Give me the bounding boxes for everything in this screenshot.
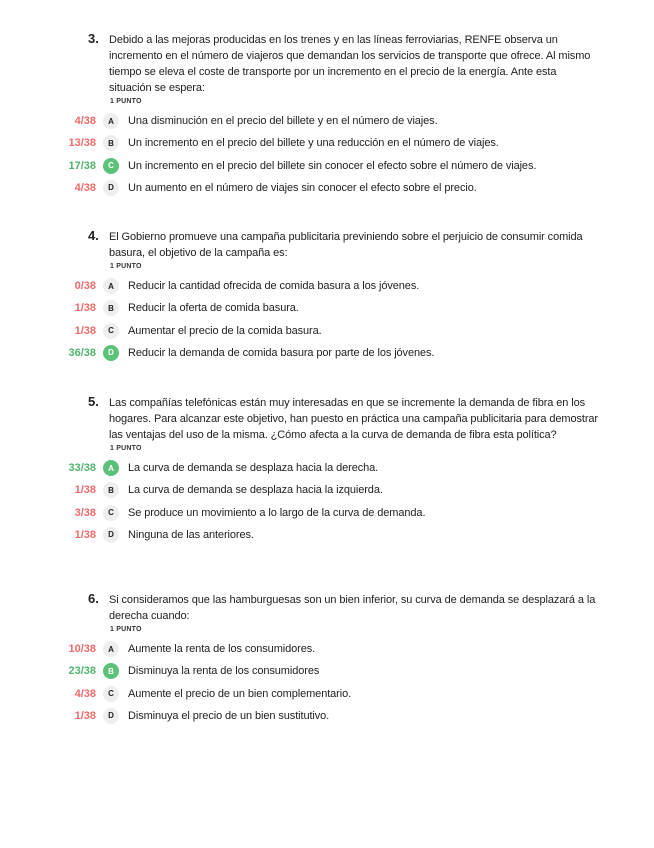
answer-text: Aumente el precio de un bien complementario. [128, 687, 352, 700]
answer-text: La curva de demanda se desplaza hacia la derecha. [128, 462, 379, 474]
answer-stat: 4/38 [74, 115, 96, 127]
answer-stat: 33/38 [68, 462, 96, 474]
answer-option-d[interactable] [0, 178, 654, 200]
answer-text: Aumentar el precio de la comida basura. [128, 324, 322, 337]
question-number: 3. [88, 31, 99, 46]
answer-option-d[interactable] [0, 525, 654, 547]
question-4 [0, 229, 654, 365]
answer-letter-badge: A [103, 113, 119, 129]
answer-stat: 1/38 [74, 709, 96, 722]
question-number: 6. [88, 591, 99, 606]
answer-option-c[interactable] [0, 684, 654, 706]
answer-text: Reducir la oferta de comida basura. [128, 302, 299, 315]
correct-answer-badge: C [103, 158, 119, 174]
answer-text: Una disminución en el precio del billete y en el número de viajes. [128, 115, 438, 127]
answer-option-c[interactable] [0, 156, 654, 178]
answer-option-d[interactable] [0, 706, 654, 728]
answer-stat: 1/38 [74, 324, 96, 337]
answer-letter-badge: D [103, 180, 119, 196]
answer-list [0, 276, 654, 365]
question-number: 4. [88, 228, 99, 243]
question-text: Si consideramos que las hamburguesas son un bien inferior, su curva de demanda se desplazará a la derecha cuando: [109, 594, 596, 622]
question-number: 5. [88, 394, 99, 409]
question-5 [0, 395, 654, 547]
question-points: 1 PUNTO [110, 98, 142, 105]
answer-text: Disminuya el precio de un bien sustitutivo. [128, 709, 330, 722]
answer-stat: 4/38 [74, 687, 96, 700]
answer-letter-badge: C [103, 323, 119, 339]
question-3 [0, 32, 654, 200]
answer-stat: 17/38 [68, 159, 96, 172]
answer-option-b[interactable] [0, 133, 654, 155]
answer-stat: 23/38 [68, 665, 96, 678]
question-points: 1 PUNTO [110, 626, 142, 633]
answer-stat: 4/38 [74, 181, 96, 194]
correct-answer-badge: B [103, 663, 119, 679]
answer-stat: 1/38 [74, 484, 96, 497]
answer-stat: 36/38 [68, 346, 96, 359]
answer-text: Un incremento en el precio del billete sin conocer el efecto sobre el número de viajes. [128, 159, 537, 172]
answer-stat: 13/38 [68, 137, 96, 150]
answer-letter-badge: B [103, 135, 119, 151]
answer-option-b[interactable] [0, 661, 654, 683]
answer-letter-badge: D [103, 708, 119, 724]
correct-answer-badge: D [103, 345, 119, 361]
answer-text: La curva de demanda se desplaza hacia la izquierda. [128, 484, 383, 497]
correct-answer-badge: A [103, 460, 119, 476]
answer-option-c[interactable] [0, 503, 654, 525]
answer-letter-badge: C [103, 505, 119, 521]
answer-option-a[interactable] [0, 458, 654, 480]
question-points: 1 PUNTO [110, 263, 142, 270]
answer-letter-badge: B [103, 300, 119, 316]
answer-text: Un incremento en el precio del billete y una reducción en el número de viajes. [128, 137, 499, 150]
answer-text: Aumente la renta de los consumidores. [128, 643, 316, 655]
question-text: Debido a las mejoras producidas en los trenes y en las líneas ferroviarias, RENFE observa un incremento en el número de viajeros que demandan los servicios de transporte que ofrece. Al mismo tiempo se eleva el coste de transporte por un incremento en el precio de la energía. Ante esta situación se espera: [109, 34, 591, 94]
answer-stat: 3/38 [74, 506, 96, 519]
answer-stat: 10/38 [68, 643, 96, 655]
answer-stat: 1/38 [74, 302, 96, 315]
answer-letter-badge: C [103, 686, 119, 702]
answer-option-a[interactable] [0, 276, 654, 298]
answer-text: Ninguna de las anteriores. [128, 528, 254, 541]
answer-option-d[interactable] [0, 343, 654, 365]
answer-text: Disminuya la renta de los consumidores [128, 665, 320, 678]
answer-option-a[interactable] [0, 639, 654, 661]
question-text: El Gobierno promueve una campaña publicitaria previniendo sobre el perjuicio de consumir comida basura, el objetivo de la campaña es: [109, 231, 583, 259]
answer-option-c[interactable] [0, 321, 654, 343]
answer-letter-badge: A [103, 641, 119, 657]
answer-option-a[interactable] [0, 111, 654, 133]
question-text: Las compañías telefónicas están muy interesadas en que se incremente la demanda de fibra en los hogares. Para alcanzar este objetivo, han puesto en práctica una campaña publicitaria para demostrar las ventajas del uso de la misma. ¿Cómo afecta a la curva de demanda de fibra esta política? [109, 397, 598, 441]
answer-text: Reducir la cantidad ofrecida de comida basura a los jóvenes. [128, 280, 420, 292]
answer-list [0, 458, 654, 547]
answer-option-b[interactable] [0, 480, 654, 502]
answer-letter-badge: D [103, 527, 119, 543]
answer-text: Reducir la demanda de comida basura por parte de los jóvenes. [128, 346, 435, 359]
question-points: 1 PUNTO [110, 445, 142, 452]
answer-letter-badge: A [103, 278, 119, 294]
answer-letter-badge: B [103, 482, 119, 498]
answer-list [0, 111, 654, 200]
answer-stat: 1/38 [74, 528, 96, 541]
answer-option-b[interactable] [0, 298, 654, 320]
answer-list [0, 639, 654, 728]
answer-text: Un aumento en el número de viajes sin conocer el efecto sobre el precio. [128, 181, 477, 194]
answer-stat: 0/38 [74, 280, 96, 292]
answer-text: Se produce un movimiento a lo largo de la curva de demanda. [128, 506, 426, 519]
question-6 [0, 592, 654, 728]
